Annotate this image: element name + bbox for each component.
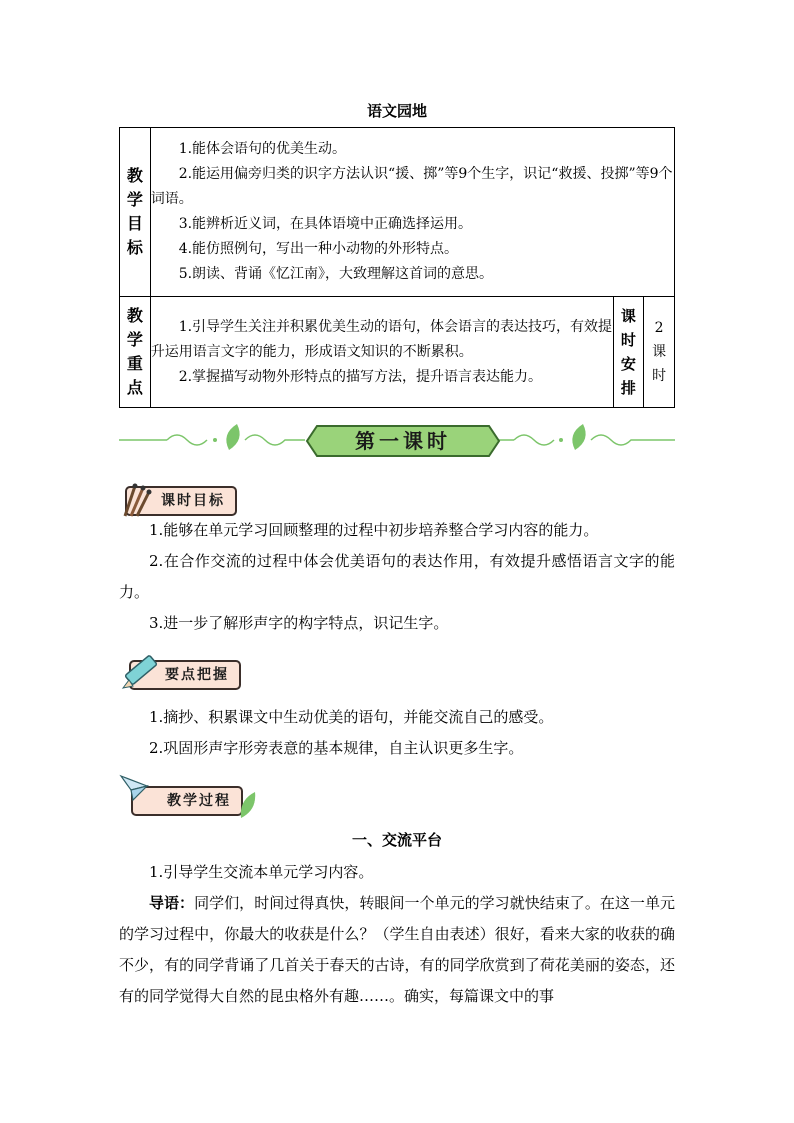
goal-item: 4.能仿照例句，写出一种小动物的外形特点。	[178, 241, 459, 257]
key-point-item: 1.摘抄、积累课文中生动优美的语句，并能交流自己的感受。	[149, 708, 554, 726]
lesson-banner	[119, 420, 675, 462]
goals-list	[150, 128, 674, 297]
objective-item: 2.在合作交流的过程中体会优美语句的表达作用，有效提升感悟语言文字的能力。	[119, 552, 675, 601]
goals-row	[120, 128, 675, 297]
focus-list	[150, 297, 613, 408]
objectives-badge	[119, 482, 259, 518]
paper-plane-icon	[119, 772, 149, 802]
lead-label: 导语：	[149, 894, 195, 912]
badge-label: 课时目标	[125, 486, 237, 516]
focus-row	[120, 297, 675, 408]
lesson-plan-table	[119, 127, 675, 408]
lead-text: 同学们，时间过得真快，转眼间一个单元的学习就快结束了。在这一单元的学习过程中，你最大的收获是什么？（学生自由表述）很好，看来大家的收获的确不少，有的同学背诵了几首关于春天的古诗，有的同学欣赏到了荷花美丽的姿态，还有的同学觉得大自然的昆虫格外有趣……。确实，每篇课文中的事	[119, 894, 675, 1005]
objectives-text	[119, 515, 675, 639]
goal-item: 2.能运用偏旁归类的识字方法认识“援、掷”等9个生字，识记“救援、投掷”等9个词语。	[150, 166, 673, 207]
section-text	[119, 857, 675, 1012]
step-item: 1.引导学生交流本单元学习内容。	[149, 863, 374, 881]
focus-header: 教学重点	[120, 297, 151, 408]
key-point-item: 2.巩固形声字形旁表意的基本规律，自主认识更多生字。	[149, 739, 524, 757]
banner-title: 第一课时	[355, 429, 451, 453]
objective-item: 3.进一步了解形声字的构字特点，识记生字。	[149, 614, 449, 632]
focus-item: 1.引导学生关注并积累优美生动的语句，体会语言的表达技巧，有效提升运用语言文字的能力，形成语文知识的不断累积。	[150, 318, 613, 360]
leaf-icon	[572, 424, 585, 450]
key-points-text	[119, 702, 675, 764]
section-title: 一、交流平台	[351, 831, 442, 849]
badge-label: 教学过程	[131, 786, 243, 816]
goal-item: 5.朗读、背诵《忆江南》，大致理解这首词的意思。	[178, 266, 494, 282]
objective-item: 1.能够在单元学习回顾整理的过程中初步培养整合学习内容的能力。	[149, 521, 599, 539]
leaf-icon	[237, 790, 257, 820]
focus-item: 2.掌握描写动物外形特点的描写方法，提升语言表达能力。	[178, 368, 543, 385]
goal-item: 1.能体会语句的优美生动。	[178, 141, 347, 157]
pencil-icon	[119, 650, 159, 694]
process-badge	[119, 772, 259, 820]
brush-icon	[119, 482, 153, 518]
leaf-icon	[226, 424, 239, 450]
goal-item: 3.能辨析近义词，在具体语境中正确选择运用。	[178, 216, 473, 232]
page-title: 语文园地	[366, 102, 427, 120]
schedule-header: 课时安排	[613, 297, 644, 408]
lead-paragraph	[119, 888, 675, 1012]
badge-label: 要点把握	[129, 660, 241, 690]
schedule-value: 2课时	[644, 297, 675, 408]
goals-header: 教学目标	[120, 128, 151, 297]
key-points-badge	[119, 650, 259, 694]
